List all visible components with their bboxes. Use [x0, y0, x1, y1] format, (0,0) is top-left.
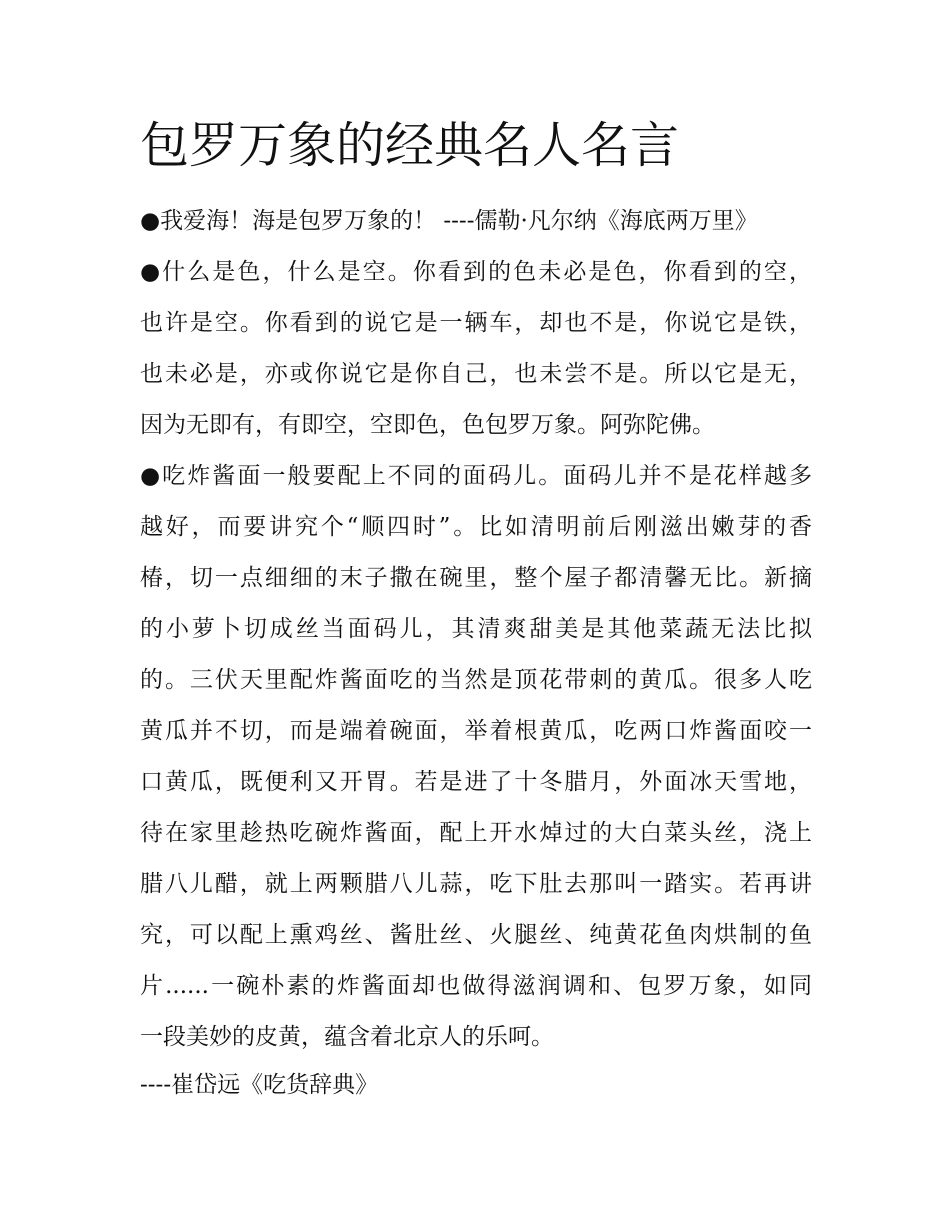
text-line: ●吃炸酱面一般要配上不同的面码儿。面码儿并不是花样越多	[140, 463, 812, 489]
text-line: 的。三伏天里配炸酱面吃的当然是顶花带刺的黄瓜。很多人吃	[140, 667, 812, 693]
text-line: 的小萝卜切成丝当面码儿，其清爽甜美是其他菜蔬无法比拟	[140, 616, 812, 642]
text-line: 口黄瓜，既便利又开胃。若是进了十冬腊月，外面冰天雪地，	[140, 769, 812, 795]
text-line: 黄瓜并不切，而是端着碗面，举着根黄瓜，吃两口炸酱面咬一	[140, 718, 812, 744]
text-line: ●我爱海！海是包罗万象的！ ----儒勒·凡尔纳《海底两万里》	[140, 208, 758, 234]
text-line: 一段美妙的皮黄，蕴含着北京人的乐呵。	[140, 1024, 554, 1050]
text-line: 因为无即有，有即空，空即色，色包罗万象。阿弥陀佛。	[140, 412, 715, 438]
text-line: 也许是空。你看到的说它是一辆车，却也不是，你说它是铁，	[140, 310, 812, 336]
text-line: 腊八儿醋，就上两颗腊八儿蒜，吃下肚去那叫一踏实。若再讲	[140, 871, 812, 897]
text-line: 片......一碗朴素的炸酱面却也做得滋润调和、包罗万象，如同	[140, 973, 812, 999]
text-line: 也未必是，亦或你说它是你自己，也未尝不是。所以它是无，	[140, 361, 812, 387]
page-title: 包罗万象的经典名人名言	[140, 117, 680, 174]
attribution-line: ----崔岱远《吃货辞典》	[140, 1072, 379, 1098]
text-line: 待在家里趁热吃碗炸酱面，配上开水焯过的大白菜头丝，浇上	[140, 820, 812, 846]
text-line: ●什么是色，什么是空。你看到的色未必是色，你看到的空，	[140, 259, 812, 285]
text-line: 越好，而要讲究个“顺四时”。比如清明前后刚滋出嫩芽的香	[140, 514, 812, 540]
text-line: 究，可以配上熏鸡丝、酱肚丝、火腿丝、纯黄花鱼肉烘制的鱼	[140, 922, 812, 948]
text-line: 椿，切一点细细的末子撒在碗里，整个屋子都清馨无比。新摘	[140, 565, 812, 591]
